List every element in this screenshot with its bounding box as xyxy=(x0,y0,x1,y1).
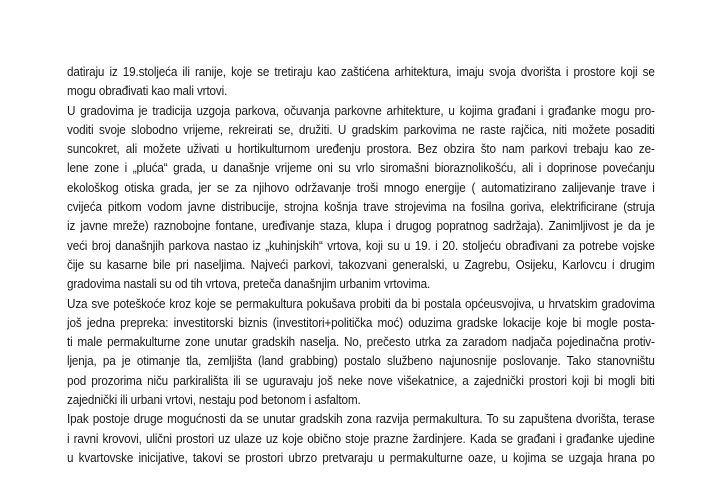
text-line: lene zone i „pluća“ grada, u današnje vrijeme oni su vrlo siromašni bioraznolikošću, ali i doprinose povećanju xyxy=(67,161,655,176)
text-line: voditi svoje slobodno vrijeme, rekreirati se, družiti. U gradskim parkovima ne raste rajčica, niti možete posaditi xyxy=(67,122,655,137)
text-line: U gradovima je tradicija uzgoja parkova, očuvanja parkovne arhitekture, u kojima građani i građanke mogu pro- xyxy=(67,103,655,118)
text-line: pod prozorima niču parkirališta ili se uguravaju još neke nove višekatnice, a zajednički prostori koji bi mogli biti xyxy=(67,373,655,388)
paragraph-0 xyxy=(67,63,653,102)
text-line: suncokret, ali možete uživati u hortikulturnom uređenju prostora. Bez obzira što nam parkovi trebaju kao ze- xyxy=(67,142,655,157)
text-line: gradovima nastali su od tih vrtova, preteča današnjim urbanim vrtovima. xyxy=(67,277,431,292)
text-line: cvijeća pitkom vodom javne distribucije, strojna košnja trave strojevima na fosilna goriva, elektrificirane (struja xyxy=(67,200,655,215)
text-line: zajednički ili urbani vrtovi, nestaju pod betonom i asfaltom. xyxy=(67,393,361,408)
text-line: Uza sve poteškoće kroz koje se permakultura pokušava probiti da bi postala općeusvojiva, u hrvatskim gradovima xyxy=(67,296,655,311)
paragraph-1 xyxy=(67,102,653,295)
text-line: ti male permakulturne zone unutar gradskih naselja. No, prečesto utrka za zaradom nadjača pojedinačna protiv- xyxy=(67,335,655,350)
text-line: veći broj današnjih parkova nastao iz „kuhinjskih“ vrtova, koji su u 19. i 20. stoljeću obrađivani za potrebe vojske xyxy=(67,238,655,253)
text-line: i ravni krovovi, ulični prostori uz ulaze uz koje obično stoje prazne žardinjere. Kada se građani i građanke ujedine xyxy=(67,431,655,446)
paragraph-3 xyxy=(67,410,653,468)
text-line: Ipak postoje druge mogućnosti da se unutar gradskih zona razvija permakultura. To su zapuštena dvorišta, terase xyxy=(67,412,655,427)
text-line: mogu obrađivati kao mali vrtovi. xyxy=(67,84,228,99)
text-line: u kvartovske inicijative, takovi se prostori ubrzo pretvaraju u permakulturne oaze, u kojima se uzgaja hrana po xyxy=(67,450,655,465)
text-line: ekološkog otiska grada, jer se za njihovo održavanje troši mnogo energije ( automatizirano zalijevanje trave i xyxy=(67,180,655,195)
text-line: datiraju iz 19.stoljeća ili ranije, koje se tretiraju kao zaštićena arhitektura, imaju svoja dvorišta i prostore koji se xyxy=(67,65,655,79)
paragraph-2 xyxy=(67,295,653,411)
text-line: još jedna prepreka: investitorski biznis (investitori+politička moć) oduzima gradske lokacije koje bi mogle posta- xyxy=(67,315,655,330)
text-line: ljenja, pa je otimanje tla, zemljišta (land grabbing) postalo službeno najunosnije poslovanje. Tako stanovništu xyxy=(67,354,655,369)
text-line: iz javne mreže) raznobojne fontane, uređivanje staza, klupa i drugog popratnog sadržaja). Zanimljivost je da je xyxy=(67,219,655,234)
text-line: čije su kasarne bile pri naseljima. Najveći parkovi, takozvani generalski, u Zagrebu, Osijeku, Karlovcu i drugim xyxy=(67,257,655,272)
